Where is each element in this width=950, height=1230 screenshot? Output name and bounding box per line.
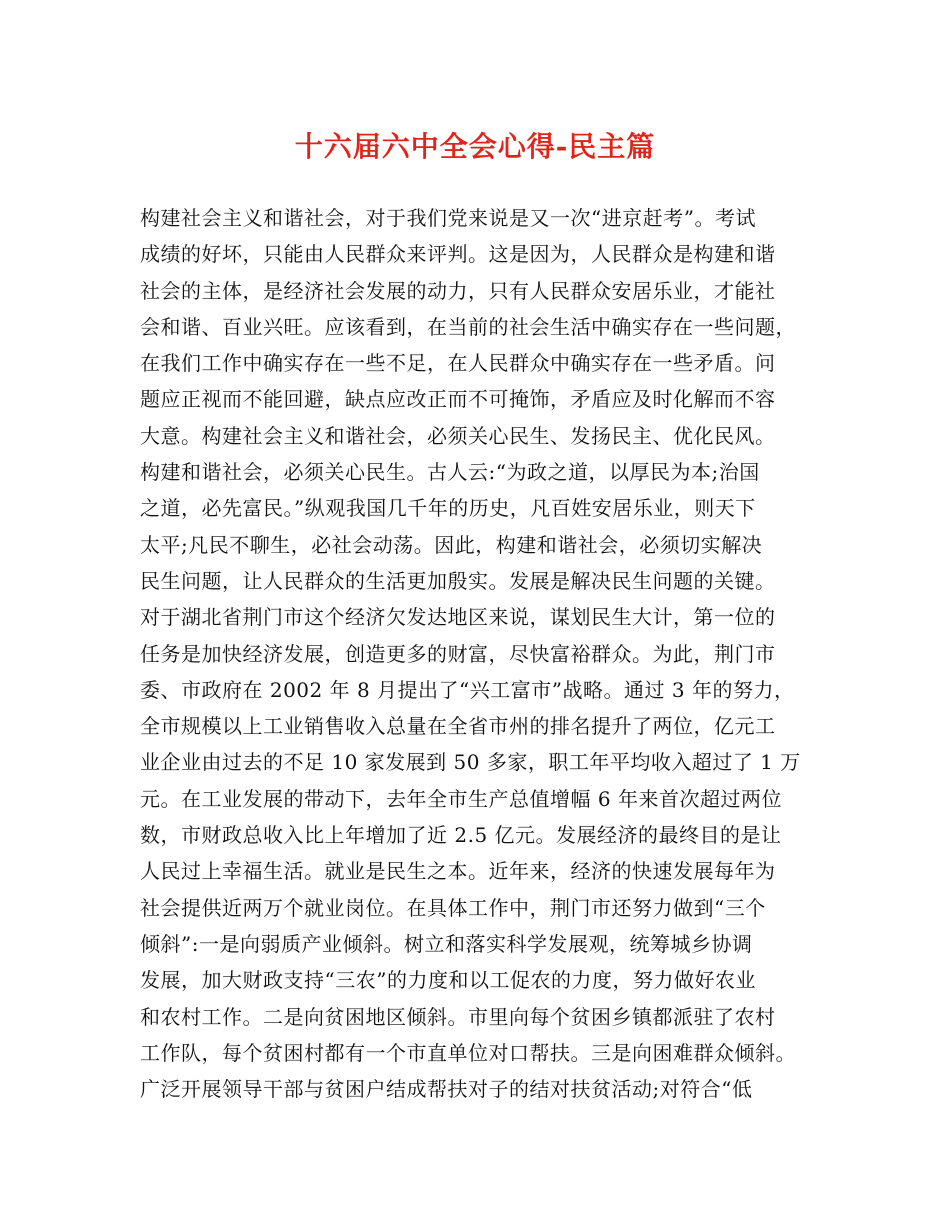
body-text-line: 倾斜”:一是向弱质产业倾斜。树立和落实科学发展观，统筹城乡协调 xyxy=(140,931,753,956)
body-text-line: 会和谐、百业兴旺。应该看到，在当前的社会生活中确实存在一些问题， xyxy=(140,314,796,339)
body-text-line: 社会提供近两万个就业岗位。在具体工作中，荆门市还努力做到“三个 xyxy=(140,895,766,920)
body-text-line: 在我们工作中确实存在一些不足，在人民群众中确实存在一些矛盾。问 xyxy=(140,351,776,376)
body-text-line: 发展，加大财政支持“三农”的力度和以工促农的力度，努力做好农业 xyxy=(140,968,756,993)
body-text-line: 太平;凡民不聊生，必社会动荡。因此，构建和谐社会，必须切实解决 xyxy=(140,532,763,557)
body-text-line: 和农村工作。二是向贫困地区倾斜。市里向每个贫困乡镇都派驻了农村 xyxy=(140,1004,776,1029)
body-text-line: 业企业由过去的不足 10 家发展到 50 多家，职工年平均收入超过了 1 万 xyxy=(140,750,801,775)
body-text-line: 委、市政府在 2002 年 8 月提出了“兴工富市”战略。通过 3 年的努力， xyxy=(140,677,795,702)
body-text-line: 构建社会主义和谐社会，对于我们党来说是又一次“进京赶考”。考试 xyxy=(140,206,756,230)
body-text-line: 广泛开展领导干部与贫困户结成帮扶对子的结对扶贫活动;对符合“低 xyxy=(140,1077,753,1102)
body-text-line: 人民过上幸福生活。就业是民生之本。近年来，经济的快速发展每年为 xyxy=(140,859,776,884)
body-text-line: 成绩的好坏，只能由人民群众来评判。这是因为，人民群众是构建和谐 xyxy=(140,242,776,267)
body-text-line: 大意。构建社会主义和谐社会，必须关心民生、发扬民主、优化民风。 xyxy=(140,423,776,448)
document-body xyxy=(140,200,830,1107)
body-text-line: 民生问题，让人民群众的生活更加殷实。发展是解决民生问题的关键。 xyxy=(140,568,776,593)
body-text-line: 对于湖北省荆门市这个经济欠发达地区来说，谋划民生大计，第一位的 xyxy=(140,605,776,630)
document-title: 十六届六中全会心得-民主篇 xyxy=(294,130,656,163)
body-text-line: 构建和谐社会，必须关心民生。古人云:“为政之道，以厚民为本;治国 xyxy=(140,460,760,485)
body-text-line: 工作队，每个贫困村都有一个市直单位对口帮扶。三是向困难群众倾斜。 xyxy=(140,1040,796,1065)
body-text-line: 之道，必先富民。”纵观我国几千年的历史，凡百姓安居乐业，则天下 xyxy=(140,496,756,521)
body-text-line: 数，市财政总收入比上年增加了近 2.5 亿元。发展经济的最终目的是让 xyxy=(140,823,782,848)
body-text-line: 全市规模以上工业销售收入总量在全省市州的排名提升了两位，亿元工 xyxy=(140,714,776,739)
body-text-line: 任务是加快经济发展，创造更多的财富，尽快富裕群众。为此，荆门市 xyxy=(140,641,776,666)
body-text-line: 社会的主体，是经济社会发展的动力，只有人民群众安居乐业，才能社 xyxy=(140,278,776,303)
body-text-line: 题应正视而不能回避，缺点应改正而不可掩饰，矛盾应及时化解而不容 xyxy=(140,387,776,412)
body-text-line: 元。在工业发展的带动下，去年全市生产总值增幅 6 年来首次超过两位 xyxy=(140,786,782,811)
